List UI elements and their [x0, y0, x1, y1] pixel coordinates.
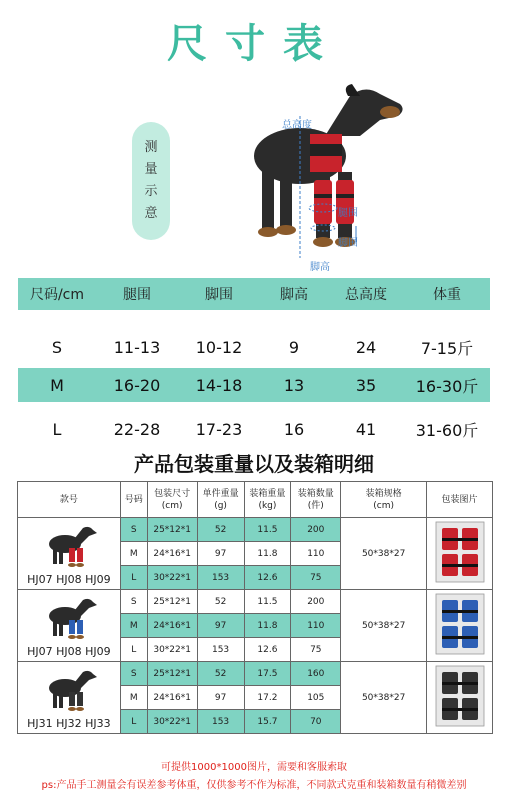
cell: 16-20: [113, 375, 161, 395]
product-codes: HJ07 HJ08 HJ09: [27, 645, 111, 658]
packing-value-cell: 12.6: [244, 638, 291, 662]
size-row-s: [18, 330, 490, 364]
packing-value-cell: 11.5: [244, 590, 291, 614]
packing-value-cell: 11.8: [244, 614, 291, 638]
cell: L: [52, 419, 62, 439]
header-cell: 包装图片: [427, 482, 493, 518]
package-photo-icon: [434, 520, 486, 584]
cell: 31-60斤: [415, 420, 479, 440]
packing-value-cell: 24*16*1: [147, 686, 197, 710]
product-codes: HJ31 HJ32 HJ33: [27, 717, 111, 730]
cell: 16: [283, 419, 305, 439]
packing-value-cell: 25*12*1: [147, 662, 197, 686]
cell: 13: [283, 375, 305, 395]
product-cell: [18, 518, 121, 590]
cell: 10-12: [195, 337, 243, 357]
size-row-l: [18, 412, 490, 446]
product-codes: HJ07 HJ08 HJ09: [27, 573, 111, 586]
packing-value-cell: 97: [197, 686, 244, 710]
packing-value-cell: 75: [291, 638, 341, 662]
dog-thumbnail-icon: [39, 596, 99, 640]
table-row: [18, 518, 493, 542]
packing-value-cell: 52: [197, 590, 244, 614]
badge-char: 测: [144, 140, 158, 155]
header-cell: 单件重量 (g): [197, 482, 244, 518]
box-spec-cell: 50*38*27: [341, 518, 427, 590]
badge-char: 意: [144, 206, 158, 221]
package-photo-icon: [434, 592, 486, 656]
cell: 14-18: [195, 375, 243, 395]
header-cell: 包装尺寸 (cm): [147, 482, 197, 518]
packing-value-cell: 11.5: [244, 518, 291, 542]
packing-table: [17, 481, 493, 734]
packing-value-cell: 24*16*1: [147, 614, 197, 638]
label-leg-circumference: 腿围: [338, 208, 358, 219]
packing-value-cell: 30*22*1: [147, 710, 197, 734]
packing-value-cell: 12.6: [244, 566, 291, 590]
size-code-cell: L: [120, 710, 147, 734]
packing-value-cell: 105: [291, 686, 341, 710]
packing-section-title: 产品包装重量以及装箱明细: [134, 452, 374, 476]
table-row: [18, 662, 493, 686]
size-code-cell: M: [120, 614, 147, 638]
size-chart: [18, 278, 490, 446]
packing-table-header: [18, 482, 493, 518]
cell: 41: [355, 419, 377, 439]
box-spec-cell: 50*38*27: [341, 662, 427, 734]
box-spec-cell: 50*38*27: [341, 590, 427, 662]
packing-value-cell: 17.2: [244, 686, 291, 710]
cell: 35: [355, 375, 377, 395]
label-total-height: 总高度: [282, 120, 312, 131]
cell: 22-28: [113, 419, 161, 439]
header-cell: 体重: [433, 287, 461, 303]
size-code-cell: S: [120, 518, 147, 542]
packing-value-cell: 200: [291, 590, 341, 614]
header-cell: 款号: [18, 482, 121, 518]
packing-value-cell: 97: [197, 614, 244, 638]
package-photo-cell: [427, 518, 493, 590]
footer-note: 可提供1000*1000图片，需要和客服索取: [161, 762, 347, 773]
packing-value-cell: 200: [291, 518, 341, 542]
size-code-cell: M: [120, 686, 147, 710]
packing-value-cell: 25*12*1: [147, 590, 197, 614]
label-foot-circumference: 脚围: [338, 238, 358, 249]
dog-thumbnail-icon: [39, 668, 99, 712]
product-cell: [18, 662, 121, 734]
header-cell: 装箱重量 (kg): [244, 482, 291, 518]
packing-value-cell: 97: [197, 542, 244, 566]
packing-value-cell: 70: [291, 710, 341, 734]
packing-value-cell: 52: [197, 662, 244, 686]
cell: 11-13: [113, 337, 161, 357]
size-code-cell: M: [120, 542, 147, 566]
package-photo-icon: [434, 664, 486, 728]
cell: 24: [355, 337, 377, 357]
packing-value-cell: 30*22*1: [147, 566, 197, 590]
packing-value-cell: 110: [291, 614, 341, 638]
product-cell: [18, 590, 121, 662]
packing-value-cell: 153: [197, 710, 244, 734]
header-cell: 脚高: [280, 287, 308, 303]
header-cell: 装箱数量 (件): [291, 482, 341, 518]
packing-value-cell: 24*16*1: [147, 542, 197, 566]
header-cell: 腿围: [123, 287, 151, 303]
header-cell: 总高度: [345, 287, 387, 303]
table-row: [18, 590, 493, 614]
size-code-cell: S: [120, 662, 147, 686]
packing-value-cell: 25*12*1: [147, 518, 197, 542]
package-photo-cell: [427, 590, 493, 662]
cell: S: [51, 337, 63, 357]
packing-value-cell: 17.5: [244, 662, 291, 686]
size-code-cell: S: [120, 590, 147, 614]
packing-value-cell: 110: [291, 542, 341, 566]
measure-illustration-badge: [132, 122, 170, 240]
packing-value-cell: 75: [291, 566, 341, 590]
size-chart-header: [18, 278, 490, 310]
packing-value-cell: 153: [197, 638, 244, 662]
header-cell: 脚围: [205, 287, 233, 303]
cell: 17-23: [195, 419, 243, 439]
dog-measurement-illustration: [230, 76, 420, 272]
size-code-cell: L: [120, 638, 147, 662]
size-row-m: [18, 368, 490, 402]
cell: 9: [288, 337, 300, 357]
page-title: 尺寸表: [167, 20, 341, 67]
badge-char: 示: [144, 184, 158, 199]
dog-thumbnail-icon: [39, 524, 99, 568]
cell: M: [50, 375, 64, 395]
footer-disclaimer: ps:产品手工测量会有误差参考体重，仅供参考不作为标准，不同款式克重和装箱数量有稍微差别: [41, 780, 467, 791]
packing-value-cell: 52: [197, 518, 244, 542]
packing-value-cell: 30*22*1: [147, 638, 197, 662]
packing-value-cell: 15.7: [244, 710, 291, 734]
cell: 7-15斤: [420, 338, 474, 358]
packing-value-cell: 11.8: [244, 542, 291, 566]
package-photo-cell: [427, 662, 493, 734]
size-code-cell: L: [120, 566, 147, 590]
packing-value-cell: 153: [197, 566, 244, 590]
header-cell: 号码: [120, 482, 147, 518]
packing-value-cell: 160: [291, 662, 341, 686]
label-foot-height: 脚高: [310, 262, 330, 273]
header-cell: 装箱规格 (cm): [341, 482, 427, 518]
badge-char: 量: [144, 162, 158, 177]
header-cell: 尺码/cm: [29, 287, 85, 303]
dog-illustration-svg: [230, 76, 420, 272]
cell: 16-30斤: [415, 376, 479, 396]
